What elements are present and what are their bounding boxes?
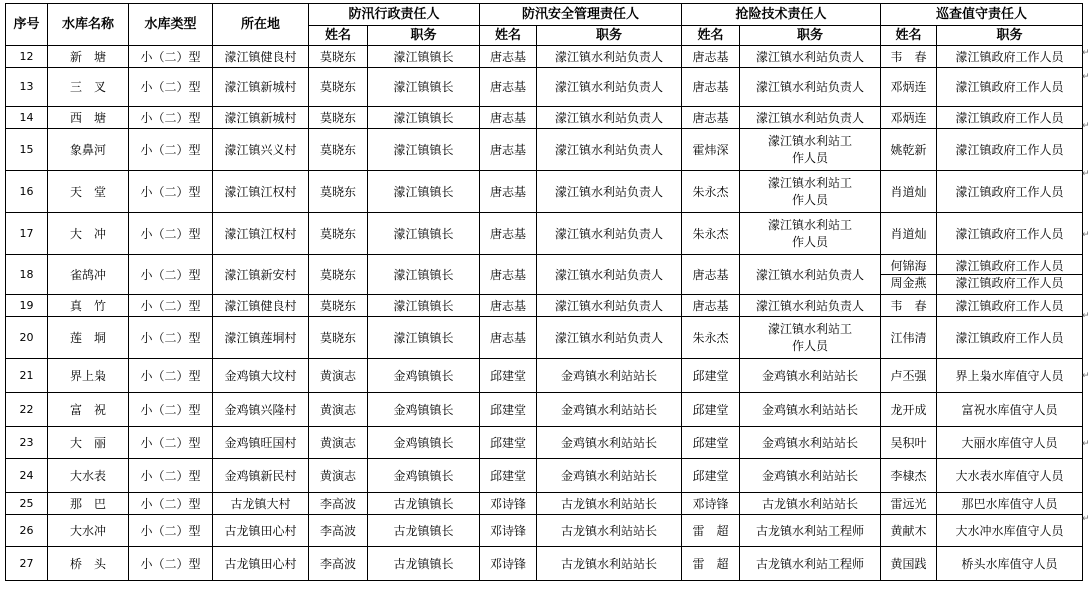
table-row [6,317,1083,359]
cell-admin-name: 李高波 [309,493,368,515]
reservoir-table [5,3,1083,581]
cell-patrol-name: 邓炳连 [881,68,937,107]
cell-name: 真 竹 [48,295,129,317]
cell-admin-duty: 濛江镇镇长 [368,213,480,255]
cell-admin-name: 莫晓东 [309,68,368,107]
cell-safety-duty: 濛江镇水利站负责人 [537,255,682,295]
header-admin-name: 姓名 [309,26,368,46]
cell-type: 小（二）型 [129,359,213,393]
cell-seq: 27 [6,547,48,581]
edge-mark-icon: ↵ [1082,72,1090,82]
cell-patrol-duty: 濛江镇政府工作人员 [937,46,1083,68]
cell-patrol-name: 韦 春 [881,295,937,317]
cell-rescue-name: 朱永杰 [682,171,740,213]
header-type: 水库类型 [129,4,213,46]
cell-safety-name: 唐志基 [480,107,537,129]
cell-location: 濛江镇江权村 [213,213,309,255]
edge-mark-icon: ↵ [1082,230,1090,240]
cell-location: 濛江镇莲垌村 [213,317,309,359]
cell-location: 金鸡镇大坟村 [213,359,309,393]
cell-rescue-name: 邱建堂 [682,359,740,393]
cell-patrol-name: 黄献木 [881,515,937,547]
cell-rescue-duty: 金鸡镇水利站站长 [740,393,881,427]
cell-patrol-duty: 界上枭水库值守人员 [937,359,1083,393]
cell-safety-name: 邱建堂 [480,459,537,493]
cell-admin-duty: 濛江镇镇长 [368,107,480,129]
cell-rescue-name: 霍炜深 [682,129,740,171]
cell-admin-name: 黄演志 [309,459,368,493]
cell-seq: 14 [6,107,48,129]
cell-safety-name: 唐志基 [480,171,537,213]
cell-location: 濛江镇新城村 [213,107,309,129]
cell-patrol-duty: 大水表水库值守人员 [937,459,1083,493]
cell-patrol-name-second: 周金燕 [881,274,936,291]
cell-admin-name: 莫晓东 [309,107,368,129]
cell-seq: 12 [6,46,48,68]
header-patrol-name: 姓名 [881,26,937,46]
cell-rescue-name: 唐志基 [682,107,740,129]
cell-seq: 25 [6,493,48,515]
header-patrol: 巡查值守责任人 [881,4,1083,26]
cell-patrol-duty: 濛江镇政府工作人员 [937,107,1083,129]
cell-admin-name: 莫晓东 [309,171,368,213]
cell-safety-name: 唐志基 [480,129,537,171]
cell-rescue-name: 雷 超 [682,547,740,581]
cell-safety-duty: 金鸡镇水利站站长 [537,393,682,427]
cell-patrol-duty: 大丽水库值守人员 [937,427,1083,459]
cell-location: 濛江镇兴义村 [213,129,309,171]
cell-rescue-duty: 濛江镇水利站工作人员 [740,129,881,171]
cell-rescue-duty: 金鸡镇水利站站长 [740,459,881,493]
cell-seq: 20 [6,317,48,359]
cell-name: 大 丽 [48,427,129,459]
cell-location: 濛江镇健良村 [213,295,309,317]
header-admin-duty: 职务 [368,26,480,46]
cell-patrol-name [881,255,937,295]
cell-patrol-duty: 那巴水库值守人员 [937,493,1083,515]
edge-mark-icon: ↵ [1082,48,1090,58]
header-rescue-duty: 职务 [740,26,881,46]
cell-name: 莲 垌 [48,317,129,359]
cell-patrol-duty: 桥头水库值守人员 [937,547,1083,581]
cell-patrol-duty-second: 濛江镇政府工作人员 [937,274,1082,291]
cell-name: 天 堂 [48,171,129,213]
table-row [6,295,1083,317]
cell-rescue-duty: 濛江镇水利站工作人员 [740,171,881,213]
cell-patrol-name: 邓炳连 [881,107,937,129]
table-row [6,427,1083,459]
cell-patrol-duty: 濛江镇政府工作人员 [937,68,1083,107]
cell-rescue-duty: 濛江镇水利站负责人 [740,255,881,295]
cell-patrol-name: 黄国践 [881,547,937,581]
cell-patrol-duty: 富祝水库值守人员 [937,393,1083,427]
cell-rescue-duty: 濛江镇水利站负责人 [740,46,881,68]
cell-safety-name: 邱建堂 [480,427,537,459]
cell-admin-duty: 金鸡镇镇长 [368,427,480,459]
cell-type: 小（二）型 [129,213,213,255]
cell-admin-duty: 金鸡镇镇长 [368,393,480,427]
cell-admin-duty: 濛江镇镇长 [368,68,480,107]
edge-mark-icon: ↵ [1082,121,1090,131]
cell-location: 金鸡镇旺国村 [213,427,309,459]
cell-admin-name: 莫晓东 [309,129,368,171]
cell-admin-name: 莫晓东 [309,295,368,317]
cell-rescue-name: 唐志基 [682,295,740,317]
cell-name: 雀鸪冲 [48,255,129,295]
cell-location: 濛江镇新城村 [213,68,309,107]
cell-type: 小（二）型 [129,107,213,129]
cell-type: 小（二）型 [129,547,213,581]
cell-safety-duty: 濛江镇水利站负责人 [537,68,682,107]
cell-patrol-name: 江伟清 [881,317,937,359]
cell-rescue-name: 朱永杰 [682,317,740,359]
cell-safety-name: 唐志基 [480,68,537,107]
cell-seq: 22 [6,393,48,427]
cell-safety-duty: 濛江镇水利站负责人 [537,317,682,359]
cell-rescue-name: 邱建堂 [682,459,740,493]
cell-location: 濛江镇江权村 [213,171,309,213]
cell-location: 金鸡镇新民村 [213,459,309,493]
cell-rescue-name: 邱建堂 [682,427,740,459]
cell-patrol-name: 肖道灿 [881,213,937,255]
header-location: 所在地 [213,4,309,46]
cell-safety-duty: 濛江镇水利站负责人 [537,129,682,171]
table-row [6,107,1083,129]
cell-location: 古龙镇田心村 [213,547,309,581]
cell-rescue-duty: 濛江镇水利站负责人 [740,107,881,129]
cell-admin-duty: 古龙镇镇长 [368,515,480,547]
cell-patrol-duty-first: 濛江镇政府工作人员 [955,259,1064,273]
cell-type: 小（二）型 [129,255,213,295]
cell-safety-name: 唐志基 [480,255,537,295]
cell-patrol-name: 韦 春 [881,46,937,68]
edge-mark-icon: ↵ [1082,514,1090,524]
cell-name: 大水冲 [48,515,129,547]
cell-rescue-name: 朱永杰 [682,213,740,255]
cell-seq: 18 [6,255,48,295]
cell-rescue-duty: 古龙镇水利站工程师 [740,547,881,581]
cell-name: 三 叉 [48,68,129,107]
edge-mark-icon: ↵ [1082,169,1090,179]
cell-safety-name: 邱建堂 [480,393,537,427]
cell-type: 小（二）型 [129,46,213,68]
cell-rescue-name: 唐志基 [682,68,740,107]
cell-name: 桥 头 [48,547,129,581]
cell-name: 大水表 [48,459,129,493]
cell-safety-name: 邓诗锋 [480,547,537,581]
cell-location: 金鸡镇兴隆村 [213,393,309,427]
cell-type: 小（二）型 [129,317,213,359]
cell-admin-name: 莫晓东 [309,46,368,68]
cell-name: 那 巴 [48,493,129,515]
cell-patrol-name: 肖道灿 [881,171,937,213]
table-row [6,515,1083,547]
cell-location: 古龙镇田心村 [213,515,309,547]
cell-admin-duty: 古龙镇镇长 [368,547,480,581]
header-rescue-name: 姓名 [682,26,740,46]
header-seq: 序号 [6,4,48,46]
table-body [6,46,1083,581]
table-row [6,68,1083,107]
edge-mark-icon: ↵ [1082,371,1090,381]
table-row [6,255,1083,295]
cell-admin-duty: 濛江镇镇长 [368,46,480,68]
cell-patrol-duty: 濛江镇政府工作人员 [937,213,1083,255]
cell-patrol-duty: 大水冲水库值守人员 [937,515,1083,547]
cell-location: 濛江镇健良村 [213,46,309,68]
table-row [6,46,1083,68]
cell-admin-duty: 濛江镇镇长 [368,129,480,171]
cell-safety-duty: 濛江镇水利站负责人 [537,213,682,255]
cell-name: 象鼻河 [48,129,129,171]
cell-admin-name: 黄演志 [309,359,368,393]
cell-location: 濛江镇新安村 [213,255,309,295]
cell-name: 界上枭 [48,359,129,393]
cell-safety-name: 唐志基 [480,317,537,359]
cell-patrol-name: 吴积叶 [881,427,937,459]
cell-safety-name: 邓诗锋 [480,515,537,547]
cell-rescue-duty: 濛江镇水利站工作人员 [740,213,881,255]
cell-name: 富 祝 [48,393,129,427]
cell-safety-duty: 古龙镇水利站站长 [537,515,682,547]
cell-seq: 21 [6,359,48,393]
cell-patrol-duty: 濛江镇政府工作人员 [937,129,1083,171]
cell-rescue-duty: 古龙镇水利站站长 [740,493,881,515]
cell-safety-duty: 金鸡镇水利站站长 [537,427,682,459]
cell-type: 小（二）型 [129,493,213,515]
cell-admin-name: 莫晓东 [309,213,368,255]
cell-admin-duty: 古龙镇镇长 [368,493,480,515]
cell-rescue-name: 邱建堂 [682,393,740,427]
cell-type: 小（二）型 [129,68,213,107]
cell-rescue-duty: 金鸡镇水利站站长 [740,427,881,459]
cell-type: 小（二）型 [129,295,213,317]
cell-type: 小（二）型 [129,171,213,213]
cell-patrol-name: 李棣杰 [881,459,937,493]
cell-rescue-duty: 濛江镇水利站负责人 [740,295,881,317]
header-rescue: 抢险技术责任人 [682,4,881,26]
cell-patrol-name: 姚乾新 [881,129,937,171]
cell-admin-duty: 濛江镇镇长 [368,171,480,213]
cell-admin-name: 李高波 [309,515,368,547]
cell-admin-name: 莫晓东 [309,255,368,295]
cell-safety-duty: 濛江镇水利站负责人 [537,171,682,213]
cell-patrol-name-first: 何锦海 [890,259,927,273]
cell-safety-name: 唐志基 [480,213,537,255]
cell-type: 小（二）型 [129,393,213,427]
cell-type: 小（二）型 [129,129,213,171]
cell-rescue-duty: 濛江镇水利站负责人 [740,68,881,107]
cell-admin-name: 李高波 [309,547,368,581]
cell-seq: 13 [6,68,48,107]
header-admin: 防汛行政责任人 [309,4,480,26]
cell-rescue-duty: 古龙镇水利站工程师 [740,515,881,547]
cell-name: 西 塘 [48,107,129,129]
cell-patrol-duty [937,255,1083,295]
table-row [6,129,1083,171]
table-row [6,459,1083,493]
cell-safety-name: 邱建堂 [480,359,537,393]
cell-seq: 17 [6,213,48,255]
cell-patrol-name: 龙开成 [881,393,937,427]
cell-rescue-name: 唐志基 [682,46,740,68]
table-row [6,493,1083,515]
cell-seq: 23 [6,427,48,459]
cell-type: 小（二）型 [129,515,213,547]
table-row [6,213,1083,255]
cell-seq: 15 [6,129,48,171]
cell-patrol-name: 卢丕强 [881,359,937,393]
cell-name: 大 冲 [48,213,129,255]
table-row [6,393,1083,427]
table-row [6,171,1083,213]
edge-mark-icon: ↵ [1082,439,1090,449]
cell-admin-name: 黄演志 [309,393,368,427]
cell-safety-duty: 濛江镇水利站负责人 [537,46,682,68]
cell-safety-duty: 金鸡镇水利站站长 [537,459,682,493]
header-row-top [6,4,1083,26]
cell-admin-duty: 濛江镇镇长 [368,317,480,359]
cell-rescue-duty: 金鸡镇水利站站长 [740,359,881,393]
table-row [6,547,1083,581]
cell-admin-name: 莫晓东 [309,317,368,359]
header-safety-duty: 职务 [537,26,682,46]
reservoir-responsibility-sheet [5,3,1083,581]
cell-location: 古龙镇大村 [213,493,309,515]
cell-seq: 26 [6,515,48,547]
cell-patrol-duty: 濛江镇政府工作人员 [937,317,1083,359]
cell-safety-name: 唐志基 [480,46,537,68]
header-name: 水库名称 [48,4,129,46]
cell-safety-name: 唐志基 [480,295,537,317]
cell-admin-duty: 濛江镇镇长 [368,295,480,317]
cell-rescue-name: 邓诗锋 [682,493,740,515]
header-safety: 防汛安全管理责任人 [480,4,682,26]
cell-safety-duty: 古龙镇水利站站长 [537,547,682,581]
edge-mark-icon: ↵ [1082,311,1090,321]
cell-type: 小（二）型 [129,427,213,459]
cell-rescue-name: 雷 超 [682,515,740,547]
header-patrol-duty: 职务 [937,26,1083,46]
cell-seq: 19 [6,295,48,317]
cell-safety-duty: 濛江镇水利站负责人 [537,107,682,129]
cell-admin-duty: 金鸡镇镇长 [368,459,480,493]
cell-rescue-duty: 濛江镇水利站工作人员 [740,317,881,359]
cell-safety-duty: 古龙镇水利站站长 [537,493,682,515]
cell-safety-name: 邓诗锋 [480,493,537,515]
cell-seq: 24 [6,459,48,493]
cell-admin-duty: 濛江镇镇长 [368,255,480,295]
cell-safety-duty: 濛江镇水利站负责人 [537,295,682,317]
cell-admin-duty: 金鸡镇镇长 [368,359,480,393]
cell-admin-name: 黄演志 [309,427,368,459]
cell-patrol-name: 雷远光 [881,493,937,515]
cell-seq: 16 [6,171,48,213]
header-safety-name: 姓名 [480,26,537,46]
cell-rescue-name: 唐志基 [682,255,740,295]
cell-patrol-duty: 濛江镇政府工作人员 [937,171,1083,213]
cell-safety-duty: 金鸡镇水利站站长 [537,359,682,393]
table-row [6,359,1083,393]
cell-patrol-duty: 濛江镇政府工作人员 [937,295,1083,317]
cell-name: 新 塘 [48,46,129,68]
cell-type: 小（二）型 [129,459,213,493]
